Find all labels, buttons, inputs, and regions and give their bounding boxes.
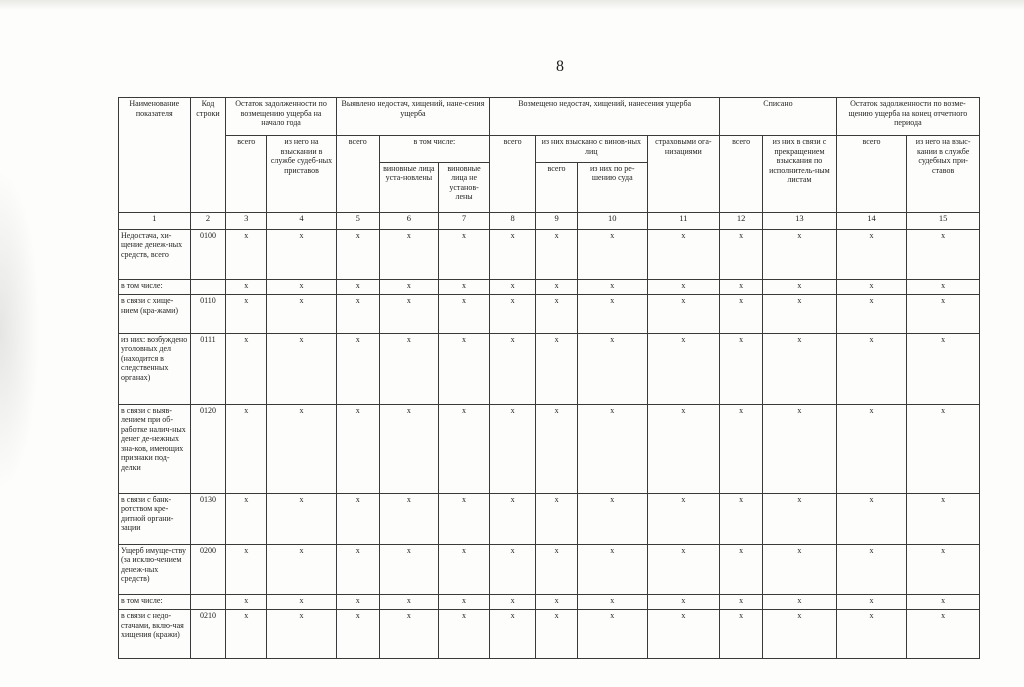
cell-mark: x [763,295,837,333]
row-code [190,595,226,610]
column-number-row [119,213,980,229]
cell-mark: x [763,333,837,404]
cell-mark: x [720,404,763,493]
cell-mark: x [490,544,536,595]
header-revealed-including: в том числе: [379,136,489,162]
cell-mark: x [536,229,578,280]
row-code: 0100 [190,229,226,280]
cell-mark: x [720,295,763,333]
cell-mark: x [720,595,763,610]
cell-mark: x [536,280,578,295]
table-row [119,544,980,595]
column-number: 14 [836,213,907,229]
row-code: 0110 [190,295,226,333]
cell-mark: x [720,610,763,659]
cell-mark: x [647,493,720,544]
row-label: Недостача, хи-щение денеж-ных средств, всего [119,229,191,280]
row-code: 0200 [190,544,226,595]
header-compensated-insurance: страховыми ога-низациями [647,136,720,213]
table-row [119,280,980,295]
table-row [119,229,980,280]
column-number: 5 [336,213,379,229]
column-number: 13 [763,213,837,229]
table-row [119,404,980,493]
cell-mark: x [907,493,980,544]
cell-mark: x [536,493,578,544]
cell-mark: x [336,404,379,493]
cell-mark: x [490,280,536,295]
cell-mark: x [439,295,490,333]
header-revealed-guilty-known: виновные лица уста-новлены [379,162,438,213]
cell-mark: x [379,610,438,659]
cell-mark: x [490,295,536,333]
cell-mark: x [763,595,837,610]
cell-mark: x [226,280,267,295]
column-number: 6 [379,213,438,229]
column-number: 4 [267,213,337,229]
cell-mark: x [226,229,267,280]
cell-mark: x [836,295,907,333]
cell-mark: x [379,595,438,610]
row-label: из них: возбуждено уголовных дел (находится в следственных органах) [119,333,191,404]
cell-mark: x [379,229,438,280]
cell-mark: x [439,544,490,595]
row-code: 0111 [190,333,226,404]
cell-mark: x [647,295,720,333]
column-number: 2 [190,213,226,229]
cell-mark: x [763,404,837,493]
column-number: 7 [439,213,490,229]
table-row [119,295,980,333]
cell-mark: x [578,493,648,544]
cell-mark: x [536,333,578,404]
cell-mark: x [379,544,438,595]
cell-mark: x [578,229,648,280]
cell-mark: x [439,595,490,610]
cell-mark: x [490,610,536,659]
cell-mark: x [836,229,907,280]
cell-mark: x [226,404,267,493]
cell-mark: x [336,610,379,659]
header-revealed-total: всего [336,136,379,213]
cell-mark: x [720,229,763,280]
page-number: 8 [556,58,564,75]
cell-mark: x [836,610,907,659]
cell-mark: x [379,280,438,295]
cell-mark: x [490,229,536,280]
header-written-off-total: всего [720,136,763,213]
cell-mark: x [720,280,763,295]
cell-mark: x [379,404,438,493]
cell-mark: x [647,280,720,295]
cell-mark: x [226,333,267,404]
header-balance-end: Остаток задолженности по возме-щению ущерба на конец отчетного периода [836,98,979,136]
header-name: Наименование показателя [119,98,191,213]
cell-mark: x [907,404,980,493]
cell-mark: x [439,610,490,659]
cell-mark: x [226,610,267,659]
column-number: 12 [720,213,763,229]
column-number: 1 [119,213,191,229]
cell-mark: x [336,280,379,295]
cell-mark: x [379,295,438,333]
cell-mark: x [439,280,490,295]
cell-mark: x [907,229,980,280]
cell-mark: x [267,404,337,493]
header-compensated: Возмещено недостач, хищений, нанесения ущерба [490,98,720,136]
row-label: в том числе: [119,280,191,295]
cell-mark: x [763,493,837,544]
cell-mark: x [836,544,907,595]
cell-mark: x [907,333,980,404]
column-number: 11 [647,213,720,229]
cell-mark: x [267,610,337,659]
cell-mark: x [536,404,578,493]
cell-mark: x [267,229,337,280]
cell-mark: x [907,295,980,333]
row-code [190,280,226,295]
row-code: 0130 [190,493,226,544]
cell-mark: x [490,333,536,404]
header-balance-end-total: всего [836,136,907,213]
cell-mark: x [336,595,379,610]
cell-mark: x [490,493,536,544]
cell-mark: x [226,295,267,333]
cell-mark: x [490,404,536,493]
cell-mark: x [720,493,763,544]
cell-mark: x [647,333,720,404]
cell-mark: x [336,333,379,404]
cell-mark: x [836,404,907,493]
cell-mark: x [836,333,907,404]
header-balance-start-bailiffs: из него на взыскании в службе судеб-ных приставов [267,136,337,213]
cell-mark: x [379,493,438,544]
header-balance-start: Остаток задолженности по возмещению ущерба на начало года [226,98,336,136]
column-number: 3 [226,213,267,229]
column-number: 8 [490,213,536,229]
header-written-off-terminated: из них в связи с прекращением взыскания по исполнитель-ным листам [763,136,837,213]
table-row [119,493,980,544]
row-label: Ущерб имуще-ству (за исклю-чением денеж-ных средств) [119,544,191,595]
report-table [118,97,980,659]
cell-mark: x [439,404,490,493]
header-revealed: Выявлено недостач, хищений, нане-сения ущерба [336,98,489,136]
header-revealed-guilty-unknown: виновные лица не установ-лены [439,162,490,213]
cell-mark: x [536,595,578,610]
cell-mark: x [907,610,980,659]
cell-mark: x [439,493,490,544]
cell-mark: x [267,333,337,404]
header-balance-end-bailiffs: из него на взыс-кании в службе судебных при-ставов [907,136,980,213]
cell-mark: x [836,493,907,544]
cell-mark: x [578,404,648,493]
cell-mark: x [267,595,337,610]
cell-mark: x [267,493,337,544]
cell-mark: x [536,544,578,595]
cell-mark: x [763,280,837,295]
cell-mark: x [336,295,379,333]
cell-mark: x [578,544,648,595]
cell-mark: x [578,333,648,404]
table-row [119,595,980,610]
cell-mark: x [720,333,763,404]
table-row [119,333,980,404]
header-balance-start-total: всего [226,136,267,213]
row-label: в связи с выяв-лением при об-работке налич-ных денег де-нежных зна-ков, имеющих признаки под-делки [119,404,191,493]
cell-mark: x [763,610,837,659]
header-written-off: Списано [720,98,837,136]
cell-mark: x [267,295,337,333]
row-code: 0210 [190,610,226,659]
cell-mark: x [578,295,648,333]
header-compensated-from-guilty: из них взыскано с винов-ных лиц [536,136,647,162]
column-number: 9 [536,213,578,229]
row-label: в том числе: [119,595,191,610]
scan-shadow-left [0,170,40,490]
cell-mark: x [226,595,267,610]
cell-mark: x [763,229,837,280]
cell-mark: x [720,544,763,595]
cell-mark: x [336,493,379,544]
cell-mark: x [763,544,837,595]
scan-edge-top [0,0,1024,10]
cell-mark: x [578,610,648,659]
header-code: Код строки [190,98,226,213]
cell-mark: x [647,610,720,659]
cell-mark: x [267,544,337,595]
cell-mark: x [336,544,379,595]
cell-mark: x [647,404,720,493]
cell-mark: x [439,229,490,280]
cell-mark: x [907,280,980,295]
row-label: в связи с хище-нием (кра-жами) [119,295,191,333]
cell-mark: x [267,280,337,295]
cell-mark: x [647,595,720,610]
cell-mark: x [836,280,907,295]
cell-mark: x [907,595,980,610]
column-number: 10 [578,213,648,229]
row-label: в связи с банк-ротством кре-дитной органи-зации [119,493,191,544]
table-row [119,610,980,659]
cell-mark: x [490,595,536,610]
cell-mark: x [907,544,980,595]
cell-mark: x [536,610,578,659]
header-compensated-by-court: из них по ре-шению суда [578,162,648,213]
cell-mark: x [578,280,648,295]
cell-mark: x [647,544,720,595]
column-number: 15 [907,213,980,229]
cell-mark: x [379,333,438,404]
cell-mark: x [336,229,379,280]
cell-mark: x [226,544,267,595]
header-compensated-total: всего [490,136,536,213]
cell-mark: x [578,595,648,610]
cell-mark: x [536,295,578,333]
row-label: в связи с недо-стачами, вклю-чая хищения (кражи) [119,610,191,659]
header-compensated-from-guilty-total: всего [536,162,578,213]
cell-mark: x [439,333,490,404]
cell-mark: x [226,493,267,544]
cell-mark: x [836,595,907,610]
cell-mark: x [647,229,720,280]
row-code: 0120 [190,404,226,493]
